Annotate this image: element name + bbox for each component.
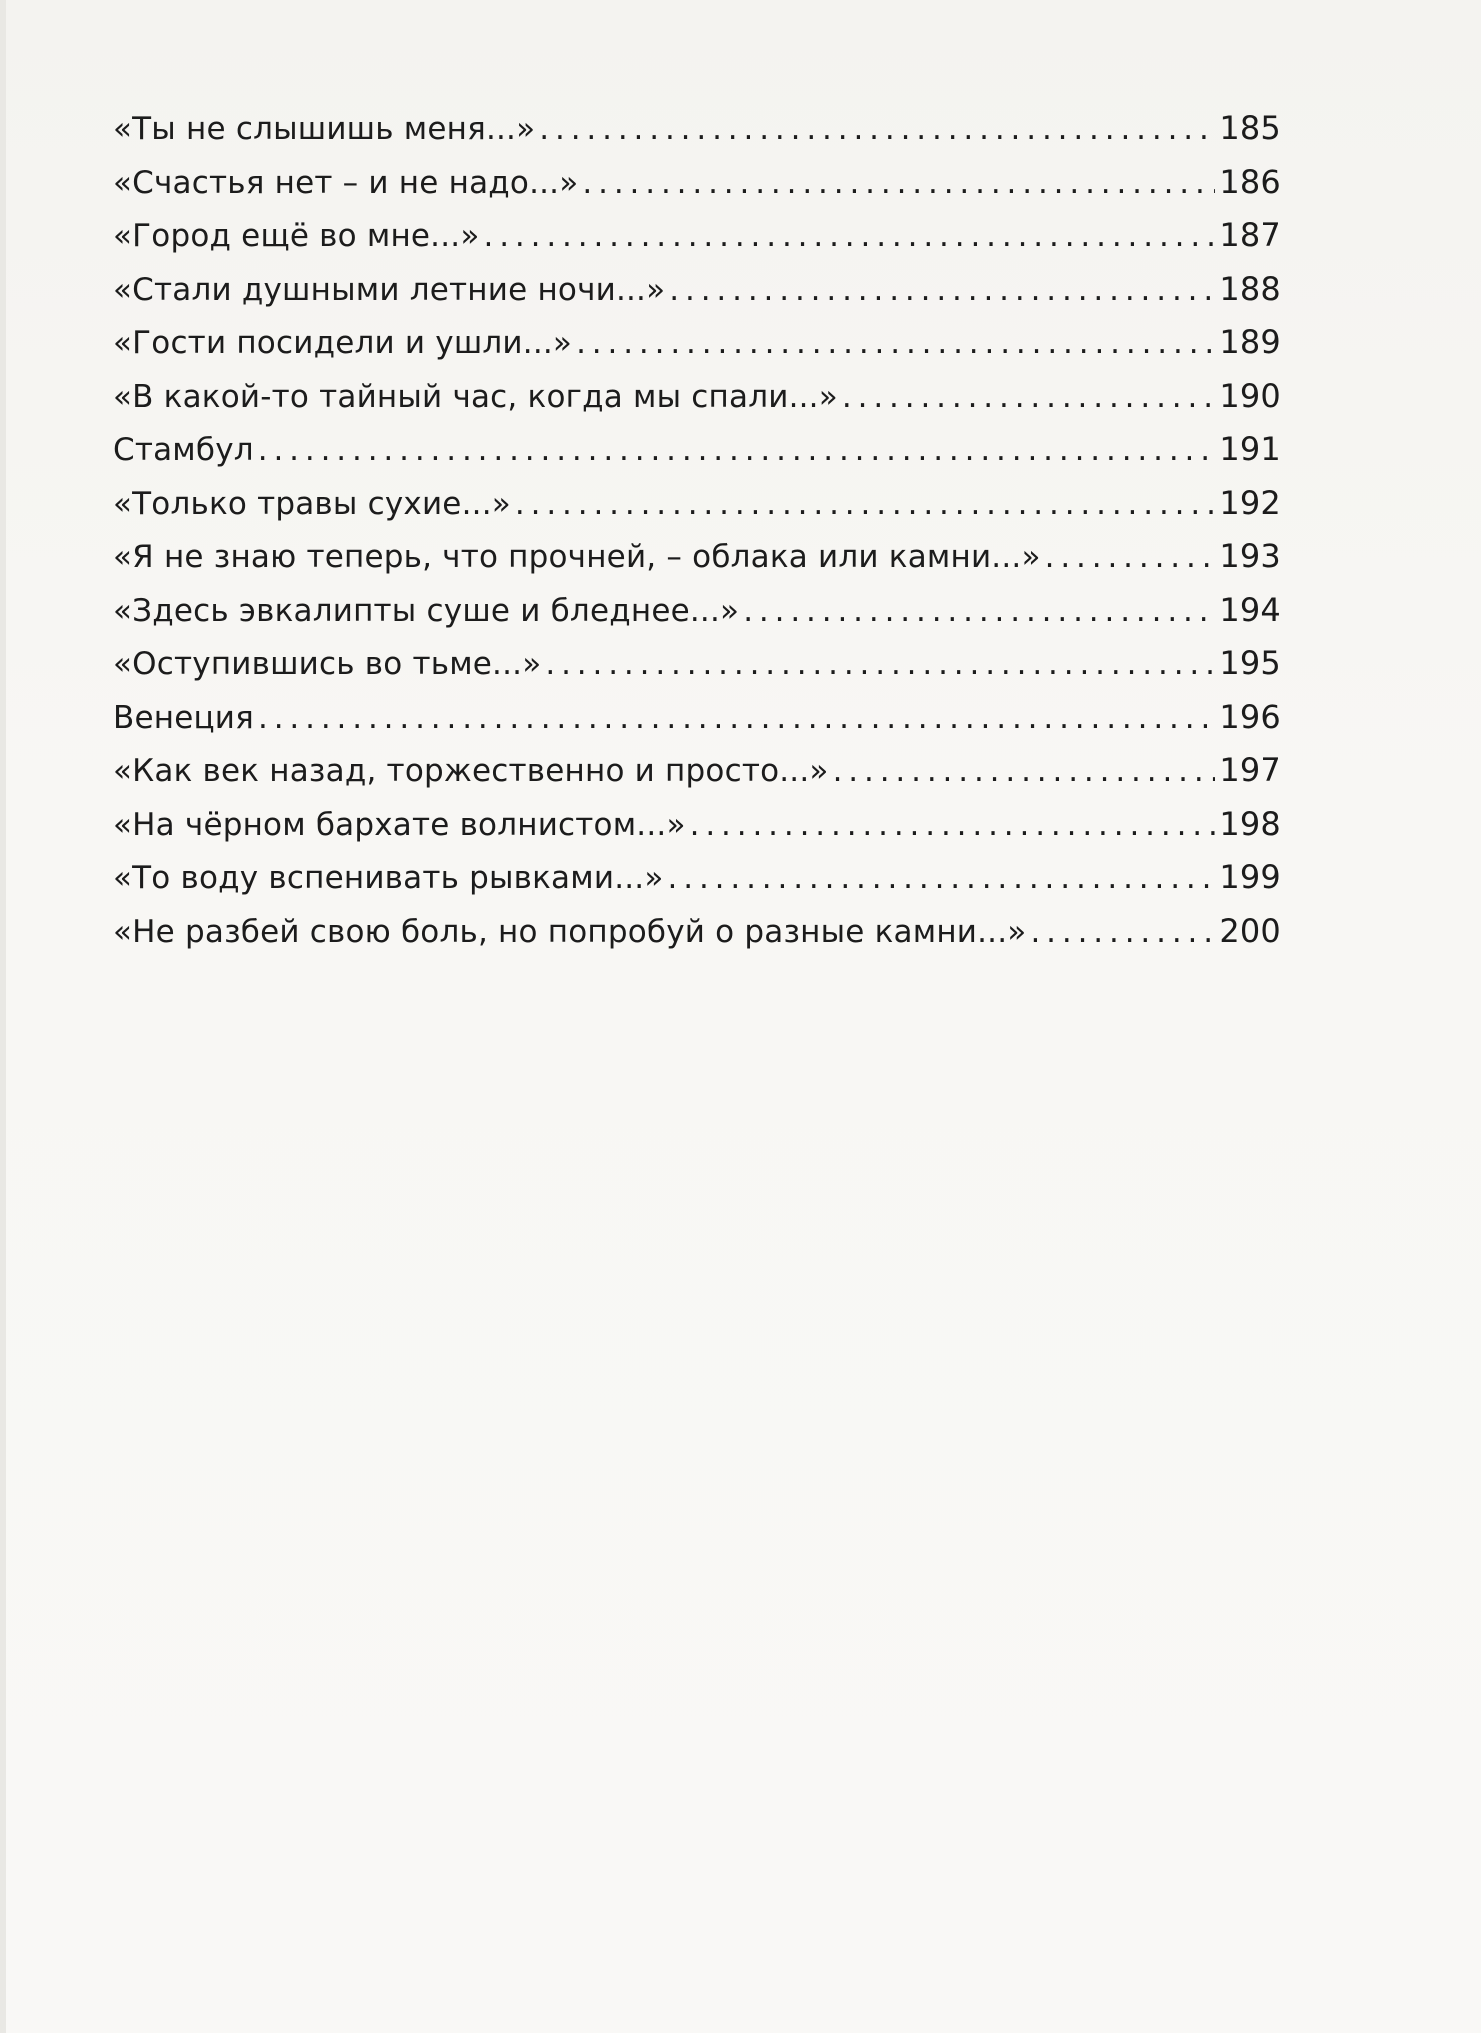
toc-dot-leader	[1030, 914, 1215, 950]
toc-entry-page: 187	[1219, 216, 1281, 254]
toc-entry	[113, 163, 1281, 217]
toc-entry	[113, 698, 1281, 752]
toc-entry-title: «Я не знаю теперь, что прочней, – облака или камни...»	[113, 539, 1041, 575]
toc-entry-page: 198	[1219, 804, 1281, 843]
toc-dot-leader	[690, 807, 1216, 843]
page-edge	[0, 0, 6, 2033]
toc-entry-title: «Оступившись во тьме...»	[113, 646, 542, 682]
toc-entry-page: 197	[1219, 751, 1281, 789]
toc-entry-title: «Как век назад, торжественно и просто...»	[113, 753, 829, 789]
toc-entry-title: «Ты не слышишь меня...»	[113, 111, 536, 147]
toc-entry-page: 195	[1219, 644, 1281, 682]
toc-dot-leader	[515, 486, 1215, 522]
toc-entry-page: 190	[1219, 376, 1281, 415]
toc-dot-leader	[258, 700, 1215, 736]
toc-entry-title: Стамбул	[113, 432, 254, 468]
toc-entry-page: 191	[1219, 430, 1281, 468]
toc-dot-leader	[668, 860, 1216, 896]
toc-entry-title: «Город ещё во мне...»	[113, 218, 480, 254]
toc-entry	[113, 858, 1281, 912]
toc-entry	[113, 591, 1281, 645]
toc-entry-page: 186	[1219, 162, 1281, 201]
toc-dot-leader	[743, 593, 1215, 629]
toc-entry-page: 192	[1219, 483, 1281, 522]
toc-entry	[113, 109, 1281, 163]
toc-dot-leader	[545, 646, 1215, 682]
toc-entry-title: «На чёрном бархате волнистом...»	[113, 806, 686, 843]
toc-entry-title: «Стали душными летние ночи...»	[113, 271, 666, 308]
toc-dot-leader	[576, 325, 1215, 361]
toc-entry-title: Венеция	[113, 699, 254, 736]
toc-dot-leader	[1045, 539, 1216, 575]
toc-entry-page: 194	[1219, 590, 1281, 629]
toc-entry	[113, 377, 1281, 431]
toc-entry	[113, 484, 1281, 538]
toc-entry-title: «Не разбей свою боль, но попробуй о разные камни...»	[113, 913, 1027, 950]
toc-entry	[113, 270, 1281, 324]
toc-entry-page: 196	[1219, 697, 1281, 736]
toc-entry-page: 193	[1219, 537, 1281, 575]
toc-entry-title: «Только травы сухие...»	[113, 485, 511, 522]
toc-entry-page: 185	[1219, 109, 1281, 147]
toc-entry-title: «То воду вспенивать рывками...»	[113, 860, 664, 896]
toc-entry-page: 200	[1219, 911, 1281, 950]
toc-dot-leader	[484, 218, 1216, 254]
toc-dot-leader	[842, 379, 1215, 415]
toc-entry	[113, 430, 1281, 484]
toc-entry-title: «Здесь эвкалипты суше и бледнее...»	[113, 592, 740, 629]
toc-dot-leader	[669, 272, 1215, 308]
toc-entry-title: «В какой-то тайный час, когда мы спали...»	[113, 378, 838, 415]
toc-entry	[113, 805, 1281, 859]
table-of-contents	[113, 109, 1281, 965]
toc-entry	[113, 644, 1281, 698]
toc-dot-leader	[833, 753, 1216, 789]
toc-entry-page: 189	[1219, 323, 1281, 361]
toc-dot-leader	[539, 111, 1215, 147]
toc-dot-leader	[582, 165, 1215, 201]
toc-entry-title: «Гости посидели и ушли...»	[113, 325, 573, 361]
toc-entry-title: «Счастья нет – и не надо...»	[113, 164, 579, 201]
toc-entry-page: 188	[1219, 269, 1281, 308]
toc-entry-page: 199	[1219, 858, 1281, 896]
toc-entry	[113, 323, 1281, 377]
toc-entry	[113, 537, 1281, 591]
toc-entry	[113, 216, 1281, 270]
toc-dot-leader	[258, 432, 1216, 468]
toc-entry	[113, 912, 1281, 966]
toc-entry	[113, 751, 1281, 805]
